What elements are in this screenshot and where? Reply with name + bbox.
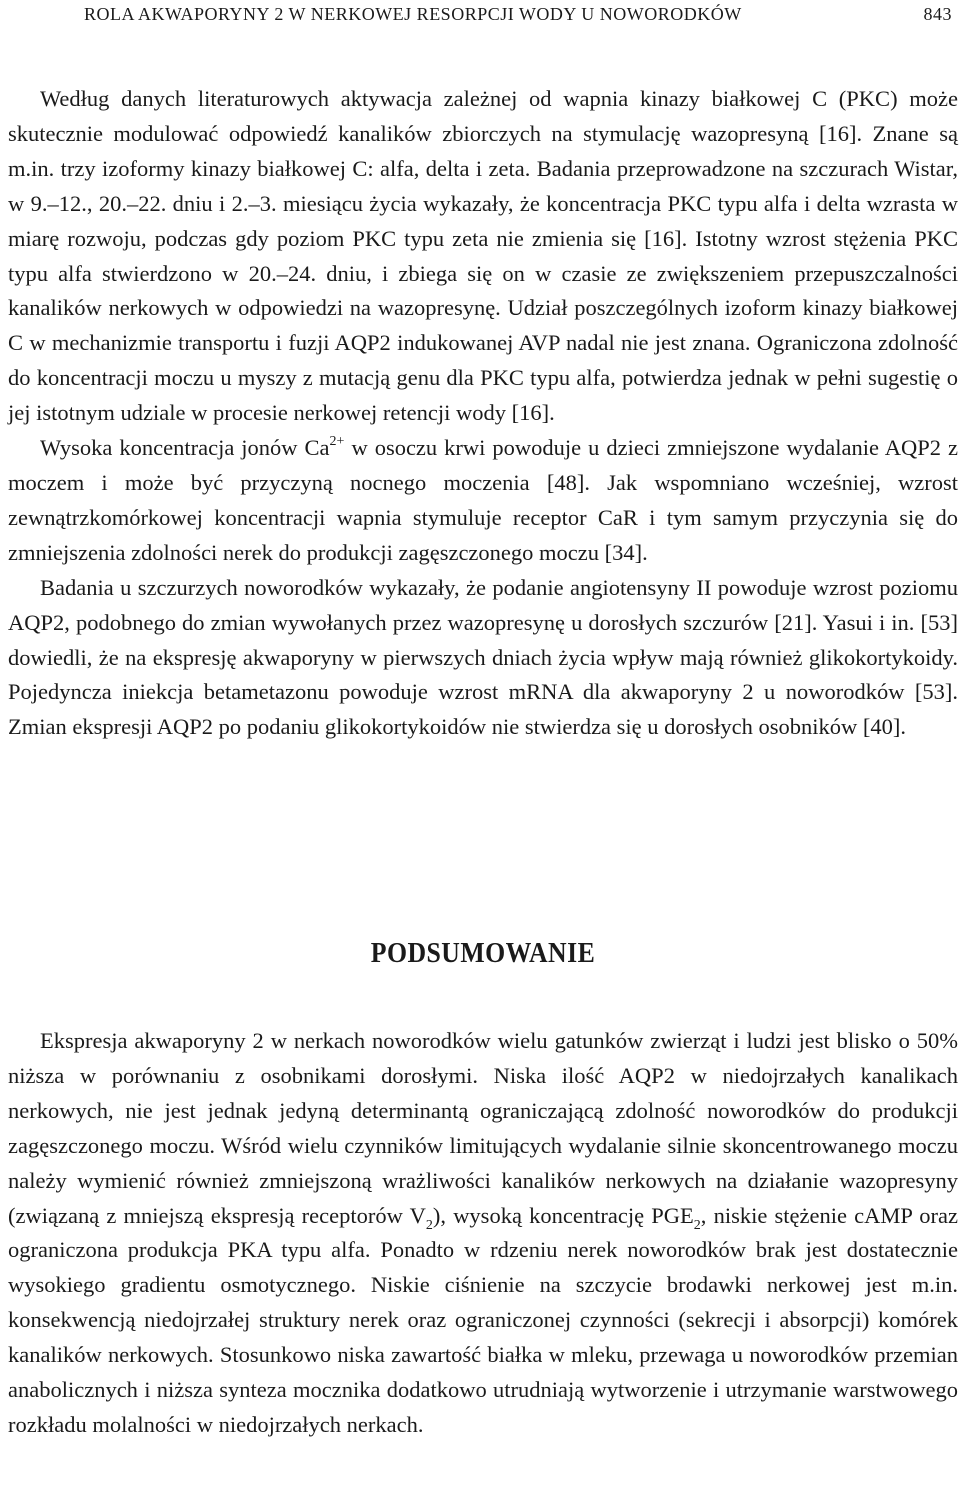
running-header [42, 4, 952, 28]
paragraph-summary [8, 1024, 958, 1443]
summary-part-a: Ekspresja akwaporyny 2 w nerkach noworodków wielu gatunków zwierząt i ludzi jest blisko o 50% niższa w porównaniu z osobnikami dorosłymi. Niska ilość AQP2 w niedojrzałych kanalikach nerkowych, nie jest jednak jedyną determinantą ograniczającą zdolność noworodków do produkcji zagęszczonego moczu. Wśród wielu czynników limitujących wydalanie silnie skoncentrowanego moczu należy wymienić również zmniejszoną wrażliwości kanalików nerkowych na działanie wazopresyny (związaną z mniejszą ekspresją receptorów V [8, 1028, 958, 1228]
paragraph-calcium-part-b: w osoczu krwi powoduje u dzieci zmniejszone wydalanie AQP2 z moczem i może być przyczyną nocnego moczenia [48]. Jak wspomniano wcześniej, wzrost zewnątrzkomórkowej koncentracji wapnia stymuluje receptor CaR i tym samym przyczynia się do zmniejszenia zdolności nerek do produkcji zagęszczonego moczu [34]. [8, 435, 958, 565]
page-number: 843 [923, 4, 952, 24]
paragraph-calcium-part-a: Wysoka koncentracja jonów Ca [40, 435, 330, 461]
pge2-subscript: 2 [693, 1217, 701, 1233]
v2-subscript: 2 [425, 1217, 433, 1233]
running-title: ROLA AKWAPORYNY 2 W NERKOWEJ RESORPCJI WODY U NOWORODKÓW [84, 4, 742, 24]
summary-part-b: ), wysoką koncentrację PGE [432, 1202, 694, 1228]
paragraph-pkc: Według danych literaturowych aktywacja zależnej od wapnia kinazy białkowej C (PKC) może skutecznie modulować odpowiedź kanalików zbiorczych na stymulację wazopresyną [16]. Znane są m.in. trzy izoformy kinazy białkowej C: alfa, delta i zeta. Badania przeprowadzone na szczurach Wistar, w 9.–12., 20.–22. dniu i 2.–3. miesiącu życia wykazały, że koncentracja PKC typu alfa i delta wzrasta w miarę rozwoju, podczas gdy poziom PKC typu zeta nie zmienia się [16]. Istotny wzrost stężenia PKC typu alfa stwierdzono w 20.–24. dniu, i zbiega się on w czasie ze zwiększeniem przepuszczalności kanalików nerkowych w odpowiedzi na wazopresynę. Udział poszczególnych izoform kinazy białkowej C w mechanizmie transportu i fuzji AQP2 indukowanej AVP nadal nie jest znana. Ograniczona zdolność do koncentracji moczu u myszy z mutacją genu dla PKC typu alfa, potwierdza jednak w pełni sugestię o jej istotnym udziale w procesie nerkowej retencji wody [16]. [8, 86, 958, 426]
summary-part-c: , niskie stężenie cAMP oraz ograniczona produkcja PKA typu alfa. Ponadto w rdzeniu nerek noworodków brak jest dostatecznie wysokiego gradientu osmotycznego. Niskie ciśnienie na szczycie brodawki nerkowej jest m.in. konsekwencją niedojrzałej struktury nerek oraz ograniczonej czynności (sekrecji i absorpcji) komórek kanalików nerkowych. Stosunkowo niska zawartość białka w mleku, przewaga u noworodków przemian anabolicznych i niższa synteza mocznika dodatkowo utrudniają wytworzenie i utrzymanie warstwowego rozkładu molalności w niedojrzałych nerkach. [8, 1202, 959, 1437]
summary-text [8, 1024, 958, 1443]
calcium-charge-superscript: 2+ [329, 434, 345, 450]
paragraph-angiotensin: Badania u szczurzych noworodków wykazały, że podanie angiotensyny II powoduje wzrost poziomu AQP2, podobnego do zmian wywołanych przez wazopresynę u dorosłych szczurów [21]. Yasui i in. [53] dowiedli, że na ekspresję akwaporyny w pierwszych dniach życia wpływ mają również glikokortykoidy. Pojedyncza iniekcja betametazonu powoduje wzrost mRNA dla akwaporyny 2 u noworodków [53]. Zmian ekspresji AQP2 po podaniu glikokortykoidów nie stwierdza się u dorosłych osobników [40]. [8, 574, 958, 740]
paragraph-calcium [8, 431, 958, 571]
section-heading: PODSUMOWANIE [370, 938, 596, 969]
body-text [8, 82, 958, 745]
